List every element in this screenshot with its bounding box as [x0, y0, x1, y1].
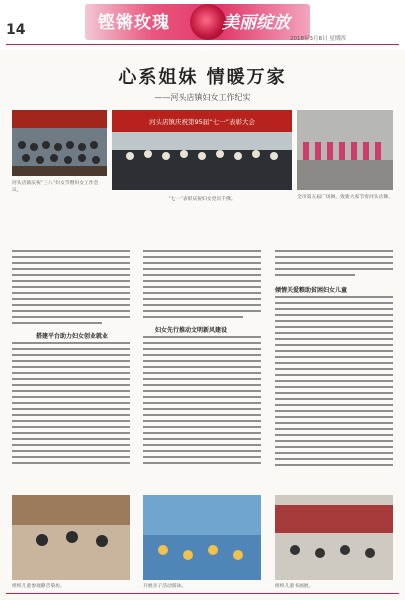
- footer-divider: [6, 593, 399, 594]
- photo-6-caption: 组织儿童书画展。: [275, 584, 314, 589]
- section-head-1: 搭建平台助力妇女创业就业: [36, 333, 109, 340]
- photo-4-caption: 组织儿童参观静音染坊。: [12, 584, 65, 589]
- page-number: 14: [6, 22, 26, 38]
- photo-3-caption: 全市第五届广场舞，致新大家节奏河头店舞。: [297, 195, 393, 200]
- photo-5: [143, 495, 261, 580]
- section-head-3: 倾情关爱粮助贫困妇女儿童: [275, 287, 348, 294]
- photo-2: [112, 110, 292, 190]
- section-head-2: 妇女先行推动文明新风建设: [155, 327, 228, 334]
- photo-3: [297, 110, 393, 190]
- rose-icon: [190, 4, 226, 40]
- photo-3-image: [297, 110, 393, 190]
- photo-5-image: [143, 495, 261, 580]
- photo-5-caption: 开展亲子活动游泳。: [143, 584, 187, 589]
- photo-6-image: [275, 495, 393, 580]
- banner-photo-text: 河头店镇庆祝第95届“七一”表彰大会: [148, 118, 256, 126]
- photo-1: [12, 110, 107, 176]
- photo-2-image: [112, 110, 292, 190]
- header-divider: [6, 44, 399, 45]
- article-subhead: ——河头店镇妇女工作纪实: [154, 93, 251, 102]
- banner-title-left: 铿锵玫瑰: [98, 13, 170, 33]
- banner-title-right: 美丽绽放: [222, 13, 290, 33]
- photo-2-caption: “七一”表彰庆祝妇女党员千佛。: [168, 197, 236, 202]
- photo-6: [275, 495, 393, 580]
- photo-1-image: [12, 110, 107, 176]
- photo-4-image: [12, 495, 130, 580]
- photo-4: [12, 495, 130, 580]
- photo-1-caption: 河头店镇庆祝“三八”妇女节暨妇女工作会议。: [12, 181, 99, 193]
- issue-date: 2018年3月8日 星期四: [290, 36, 346, 42]
- article-headline: 心系姐妹 情暖万家: [118, 67, 287, 88]
